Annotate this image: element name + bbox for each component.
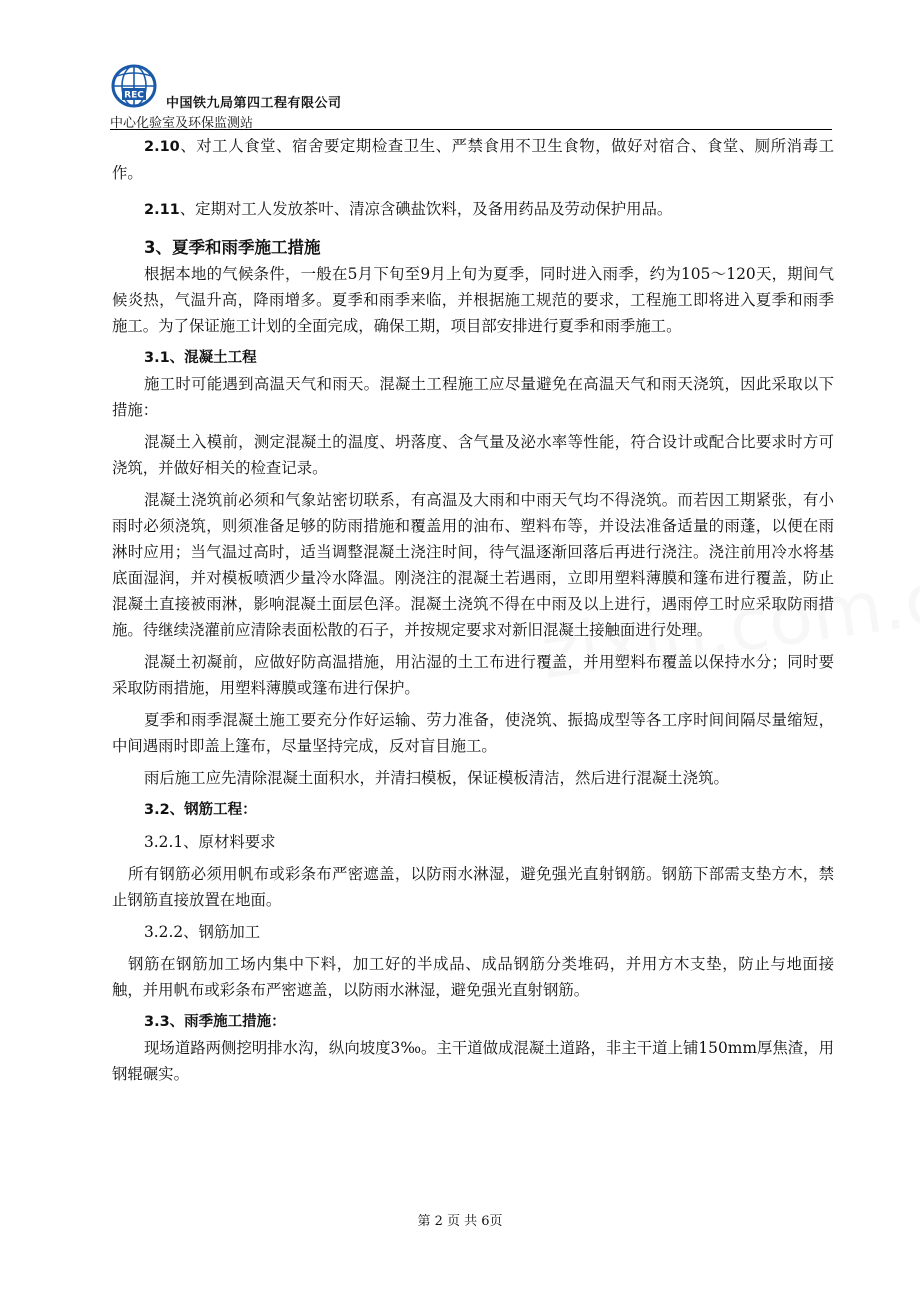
item-number: 2.11 — [144, 202, 180, 218]
page-number: 第 2 页 共 6页 — [417, 1214, 503, 1229]
company-logo-icon — [110, 64, 162, 108]
document-body — [112, 133, 834, 1087]
item-2-10 — [112, 133, 834, 186]
section-3-heading: 3、夏季和雨季施工措施 — [144, 238, 321, 257]
paragraph: 混凝土浇筑前必须和气象站密切联系，有高温及大雨和中雨天气均不得浇筑。而若因工期紧张，有小雨时必须浇筑，则须准备足够的防雨措施和覆盖用的油布、塑料布等，并设法准备适量的雨蓬，以便在雨淋时应用；当气温过高时，适当调整混凝土浇注时间，待气温逐渐回落后再进行浇注。浇注前用冷水将基底面湿润，并对模板喷洒少量冷水降温。刚浇注的混凝土若遇雨，立即用塑料薄膜和篷布进行覆盖，防止混凝土直接被雨淋，影响混凝土面层色泽。混凝土浇筑不得在中雨及以上进行，遇雨停工时应采取防雨措施。待继续浇灌前应清除表面松散的石子，并按规定要求对新旧混凝土接触面进行处理。 — [112, 491, 834, 639]
section-3-2-heading: 3.2、钢筋工程： — [144, 802, 257, 818]
subsection-3-2-2: 3.2.2、钢筋加工 — [144, 923, 261, 941]
subsection-3-2-1: 3.2.1、原材料要求 — [144, 833, 276, 851]
department-name: 中心化验室及环保监测站 — [110, 116, 254, 131]
paragraph: 钢筋在钢筋加工场内集中下料，加工好的半成品、成品钢筋分类堆码，并用方木支垫，防止与地面接触，并用帆布或彩条布严密遮盖，以防雨水淋湿，避免强光直射钢筋。 — [112, 955, 834, 999]
paragraph: 雨后施工应先清除混凝土面积水，并清扫模板，保证模板清洁，然后进行混凝土浇筑。 — [144, 769, 729, 787]
paragraph: 夏季和雨季混凝土施工要充分作好运输、劳力准备，使浇筑、振捣成型等各工序时间间隔尽量缩短，中间遇雨时即盖上篷布，尽量坚持完成，反对盲目施工。 — [112, 711, 834, 755]
section-3-3-heading: 3.3、雨季施工措施： — [144, 1014, 286, 1030]
paragraph: 混凝土初凝前，应做好防高温措施，用沾湿的土工布进行覆盖，并用塑料布覆盖以保持水分；同时要采取防雨措施，用塑料薄膜或篷布进行保护。 — [112, 653, 834, 697]
logo-text: REC — [124, 90, 144, 101]
paragraph: 现场道路两侧挖明排水沟，纵向坡度3‰。主干道做成混凝土道路，非主干道上铺150mm厚焦渣，用钢辊碾实。 — [112, 1039, 834, 1083]
item-text: 、定期对工人发放茶叶、清凉含碘盐饮料，及备用药品及劳动保护用品。 — [179, 200, 673, 218]
section-3-intro: 根据本地的气候条件，一般在5月下旬至9月上旬为夏季，同时进入雨季，约为105～120天，期间气候炎热，气温升高，降雨增多。夏季和雨季来临，并根据施工规范的要求，工程施工即将进入夏季和雨季施工。为了保证施工计划的全面完成，确保工期，项目部安排进行夏季和雨季施工。 — [112, 265, 834, 335]
company-name: 中国铁九局第四工程有限公司 — [166, 96, 342, 111]
item-number: 2.10 — [144, 139, 180, 155]
paragraph: 混凝土入模前，测定混凝土的温度、坍落度、含气量及泌水率等性能，符合设计或配合比要求时方可浇筑，并做好相关的检查记录。 — [112, 433, 834, 477]
section-3-1-heading: 3.1、混凝土工程 — [144, 350, 257, 366]
item-text: 、对工人食堂、宿舍要定期检查卫生、严禁食用不卫生食物，做好对宿合、食堂、厕所消毒工作。 — [112, 137, 834, 182]
header-divider — [110, 129, 832, 130]
paragraph: 施工时可能遇到高温天气和雨天。混凝土工程施工应尽量避免在高温天气和雨天浇筑，因此采取以下措施： — [112, 375, 834, 419]
paragraph: 所有钢筋必须用帆布或彩条布严密遮盖，以防雨水淋湿，避免强光直射钢筋。钢筋下部需支垫方木，禁止钢筋直接放置在地面。 — [112, 865, 834, 909]
item-2-11 — [112, 196, 834, 223]
